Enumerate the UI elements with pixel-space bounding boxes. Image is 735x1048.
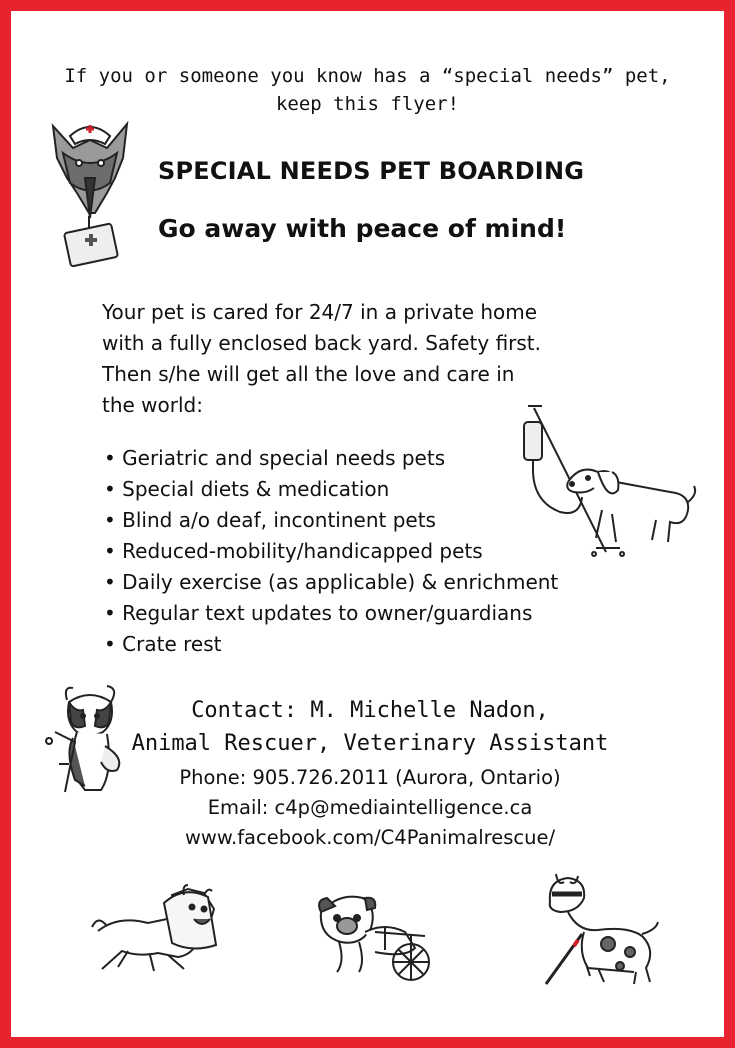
list-item: • Special diets & medication [104,477,390,501]
contact-block [90,694,650,760]
contact-name: Contact: M. Michelle Nadon, [191,698,549,723]
service-label: Daily exercise (as applicable) & enrichment [122,570,559,594]
cone-dog-icon [88,885,228,977]
blind-dog-cane-icon [538,872,663,987]
page-title: SPECIAL NEEDS PET BOARDING [158,157,585,185]
contact-details [90,763,650,853]
iv-drip-dog-icon [520,402,695,557]
tagline: Go away with peace of mind! [158,214,567,243]
contact-role: Animal Rescuer, Veterinary Assistant [131,731,609,756]
intro-line-2: keep this flyer! [275,93,460,115]
contact-phone: Phone: 905.726.2011 (Aurora, Ontario) [179,766,561,789]
description [102,297,572,421]
list-item: • Regular text updates to owner/guardians [104,601,533,625]
service-label: Crate rest [122,632,222,656]
description-line: with a fully enclosed back yard. Safety first. [102,331,542,355]
list-item: • Geriatric and special needs pets [104,446,446,470]
list-item: • Reduced-mobility/handicapped pets [104,539,483,563]
list-item: • Crate rest [104,632,222,656]
nurse-dog-icon [45,118,140,268]
service-label: Regular text updates to owner/guardians [122,601,533,625]
service-label: Reduced-mobility/handicapped pets [122,539,483,563]
list-item: • Blind a/o deaf, incontinent pets [104,508,436,532]
description-line: the world: [102,393,203,417]
description-line: Then s/he will get all the love and care in [102,362,515,386]
intro-text [40,62,695,118]
intro-line-1: If you or someone you know has a “special needs” pet, [64,65,671,87]
description-line: Your pet is cared for 24/7 in a private home [102,300,538,324]
contact-email: Email: c4p@mediaintelligence.ca [207,796,533,819]
service-label: Blind a/o deaf, incontinent pets [122,508,436,532]
services-list [104,443,558,660]
service-label: Geriatric and special needs pets [122,446,446,470]
list-item: • Daily exercise (as applicable) & enrichment [104,570,559,594]
contact-facebook: www.facebook.com/C4Panimalrescue/ [184,826,556,849]
service-label: Special diets & medication [122,477,390,501]
wheelchair-pug-icon [315,892,435,987]
